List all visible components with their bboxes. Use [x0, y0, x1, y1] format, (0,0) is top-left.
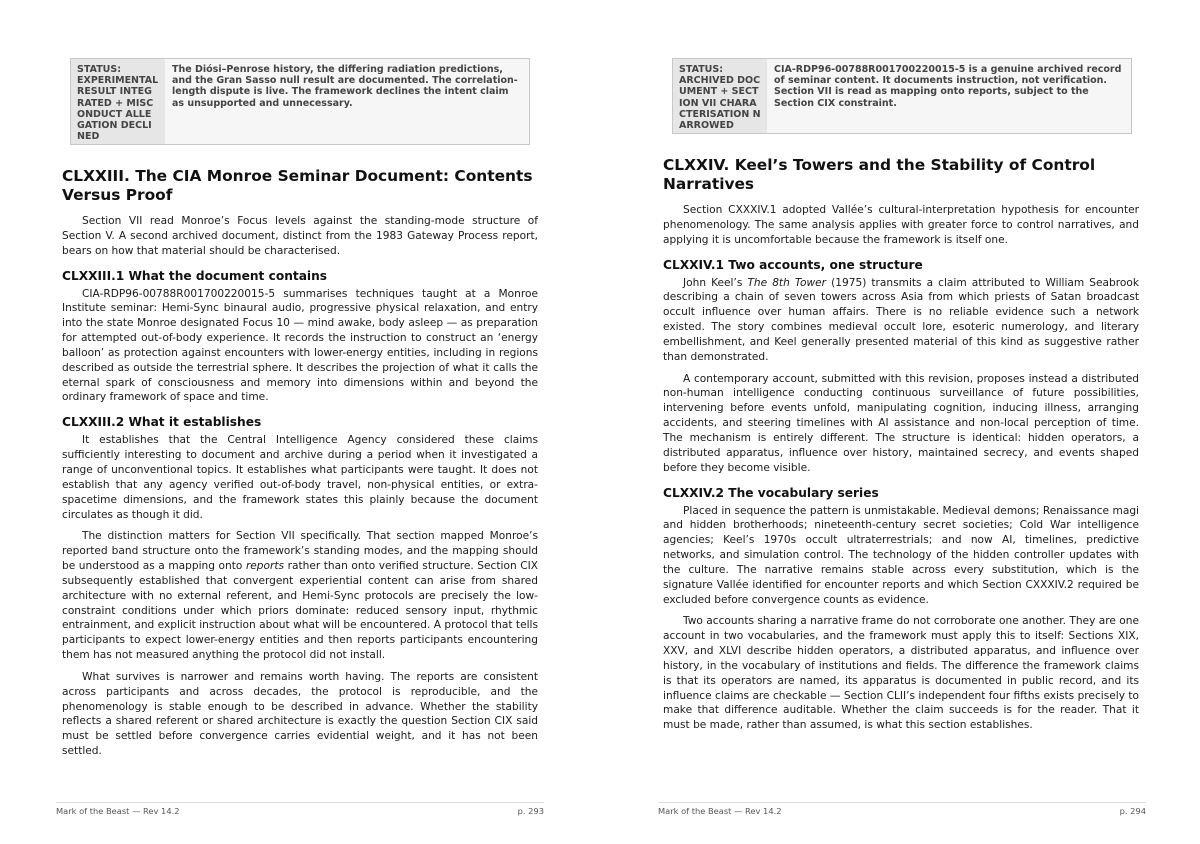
footer-title: Mark of the Beast — Rev 14.2 [56, 806, 180, 816]
text-run: The distinction matters for Section VII specifically. That section mapped Monroe’s reported band structure onto the framework’s standing modes, and the mapping should be understood as a mapping onto [62, 530, 538, 573]
status-text: The Diósi–Penrose history, the differing radiation predictions, and the Gran Sasso null result are documented. The correlation-length dispute is live. The framework declines the intent claim as unsupported and unnecessary. [172, 64, 518, 109]
paragraph: Section CXXXIV.1 adopted Vallée’s cultural-interpretation hypothesis for encounter phenomenology. The same analysis applies with greater force to control narratives, and applying it is uncomfortable because the framework is itself one. [663, 204, 1139, 246]
subsection-title: CLXXIII.2 What it establishes [62, 415, 262, 430]
text-run: (1975) transmits a claim attributed to William Seabrook describing a chain of seven towers across Asia from which priests of Satan broadcast occult influence over human affairs. There is no reliable evidence such a network existed. The story combines medieval occult lore, esoteric numerology, and literary embellishment, and Keel generally presented material of this kind as suggestive rather than demonstrated. [663, 276, 1139, 363]
status-text: CIA-RDP96-00788R001700220015-5 is a genuine archived record of seminar content. It documents instruction, not verification. Section VII is read as mapping onto reports, subject to the Section CIX constraint. [774, 64, 1122, 109]
paragraph [62, 529, 538, 663]
section-title: CLXXIII. The CIA Monroe Seminar Document: Contents Versus Proof [62, 167, 533, 204]
status-label: STATUS: ARCHIVED DOCUMENT + SECTION VII CHARACTERISATION NARROWED [673, 59, 767, 133]
paragraph: CIA-RDP96-00788R001700220015-5 summarises techniques taught at a Monroe Institute seminar: Hemi-Sync binaural audio, progressive physical relaxation, and entry into the state Monroe designated Focus 10 — mind awake, body asleep — as preparation for attempted out-of-body experience. It records the instruction to construct an ‘energy balloon’ as protection against encounters with lower-energy entities, including in regions described as outside the terrestrial sphere. It describes the projection of what it calls the eternal spark of consciousness and memory into dimensions within and beyond the ordinary framework of space and time. [62, 287, 538, 404]
paragraph: Section VII read Monroe’s Focus levels against the standing-mode structure of Section V. A second archived document, distinct from the 1983 Gateway Process report, bears on how that material should be characterised. [62, 215, 538, 257]
subsection-title: CLXXIII.1 What the document contains [62, 268, 328, 283]
page-footer [658, 802, 1146, 816]
status-box [672, 58, 1132, 134]
status-box [70, 58, 530, 145]
page-right [600, 0, 1200, 844]
section-title: CLXXIV. Keel’s Towers and the Stability of Control Narratives [663, 156, 1096, 193]
paragraph: A contemporary account, submitted with this revision, proposes instead a distributed non-human intelligence conducting continuous surveillance of future possibilities, intervening before events unfold, manipulating cognition, inducing illness, arranging accidents, and steering timelines with AI assistance and non-local perception of time. The mechanism is entirely different. The structure is identical: hidden operators, a distributed apparatus, influence over history, maintained secrecy, and events shaped before they become visible. [663, 372, 1139, 474]
body-column [62, 167, 538, 766]
paragraph: It establishes that the Central Intelligence Agency considered these claims sufficiently interesting to document and archive during a period when it investigated a range of unconventional topics. It establishes what participants were taught. It does not establish that any agency verified out-of-body travel, non-physical entities, or extra-spacetime dimensions, and the framework states this plainly because the document circulates as though it did. [62, 434, 538, 521]
paragraph: Placed in sequence the pattern is unmistakable. Medieval demons; Renaissance magi and hidden brotherhoods; nineteenth-century secret societies; Cold War intelligence agencies; Keel’s 1970s occult ultraterrestrials; and now AI, timelines, predictive networks, and simulation control. The technology of the hidden controller updates with the culture. The narrative remains stable across every substitution, which is the signature Vallée identified for encounter reports and which Section CXXXIV.2 required be excluded before convergence counts as evidence. [663, 504, 1139, 606]
text-run: rather than onto verified structure. Section CIX subsequently established that convergent experiential content can arise from shared architecture with no external referent, and Hemi-Sync protocols are precisely the low-constraint conditions under which priors dominate: reduced sensory input, rhythmic entrainment, and explicit instruction about what will be encountered. A protocol that tells participants to expect lower-energy entities and then reports participants encountering them has not measured anything the protocol did not install. [62, 560, 538, 662]
page-footer [56, 802, 544, 816]
paragraph: What survives is narrower and remains worth having. The reports are consistent across participants and across decades, the protocol is reproducible, and the phenomenology is stable enough to be described in advance. Whether the stability reflects a shared referent or shared architecture is exactly the question Section CIX said must be settled before convergence carries evidential weight, and it has not been settled. [62, 670, 538, 758]
text-run: John Keel’s [683, 276, 748, 289]
book-title: The 8th Tower [747, 276, 827, 289]
footer-title: Mark of the Beast — Rev 14.2 [658, 806, 782, 816]
emphasis-text: reports [245, 560, 285, 573]
subsection-title: CLXXIV.1 Two accounts, one structure [663, 257, 923, 272]
subsection-title: CLXXIV.2 The vocabulary series [663, 485, 879, 500]
page-number: p. 294 [1119, 806, 1146, 816]
paragraph: Two accounts sharing a narrative frame do not corroborate one another. They are one account in two vocabularies, and the framework must apply this to itself: Sections XIX, XXV, and XLVI describe hidden operators, a distributed apparatus, and influence over history, in the vocabulary of institutions and fields. The difference the framework claims is that its operators are named, its apparatus is documented in public record, and its influence claims are checkable — Section CLII’s independent four fifths exists precisely to make that difference auditable. Whether the claim succeeds is for the reader. That it must be made, rather than assumed, is what this section establishes. [663, 615, 1139, 732]
status-label: STATUS: EXPERIMENTAL RESULT INTEGRATED + MISCONDUCT ALLEGATION DECLINED [71, 59, 165, 144]
body-column [663, 156, 1139, 740]
paragraph [663, 276, 1139, 365]
page-number: p. 293 [517, 806, 544, 816]
